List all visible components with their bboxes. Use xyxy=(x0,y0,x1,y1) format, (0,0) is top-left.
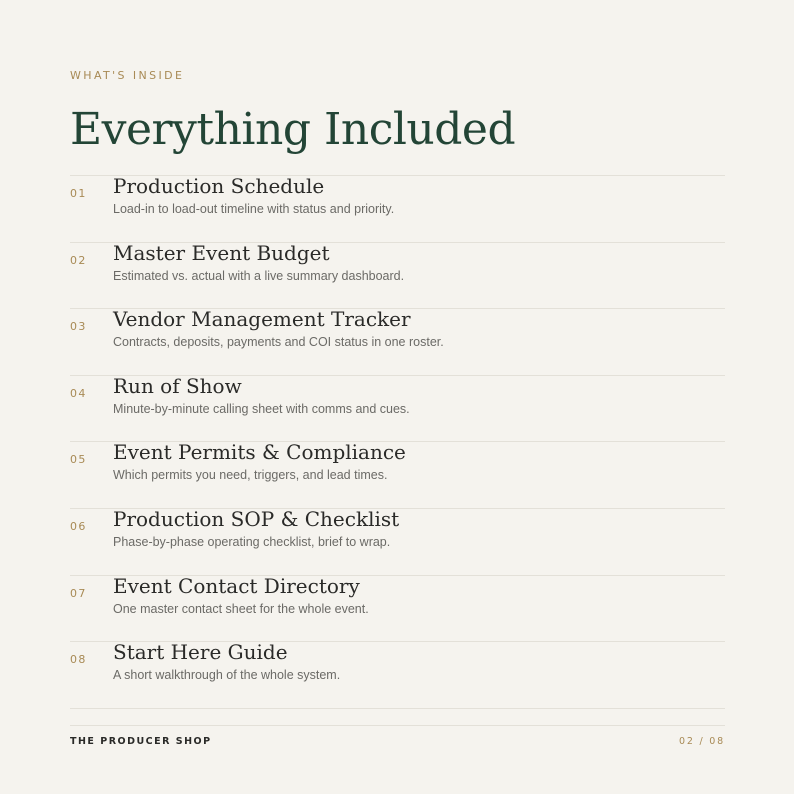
page-title: Everything Included xyxy=(70,104,516,155)
item-description: A short walkthrough of the whole system. xyxy=(113,668,341,683)
list-item xyxy=(70,575,725,642)
item-title: Event Contact Directory xyxy=(113,573,360,598)
page-number: 02 / 08 xyxy=(678,736,725,747)
item-description: Load-in to load-out timeline with status and priority. xyxy=(113,202,395,216)
item-number: 04 xyxy=(70,386,87,400)
item-description: Contracts, deposits, payments and COI status in one roster. xyxy=(113,335,444,350)
list-item xyxy=(70,308,725,375)
list-item xyxy=(70,242,725,309)
item-description: Phase-by-phase operating checklist, brief to wrap. xyxy=(113,534,391,549)
contents-list xyxy=(70,175,725,708)
footer-brand: THE PRODUCER SHOP xyxy=(70,736,212,747)
item-number: 08 xyxy=(70,653,87,667)
item-number: 06 xyxy=(70,519,87,533)
item-description: Minute-by-minute calling sheet with comms and cues. xyxy=(113,401,410,416)
item-number: 01 xyxy=(70,187,87,200)
footer-divider xyxy=(70,725,725,726)
list-end-divider xyxy=(70,708,725,709)
page xyxy=(70,0,725,794)
item-description: Which permits you need, triggers, and lead times. xyxy=(113,468,388,483)
section-eyebrow: WHAT'S INSIDE xyxy=(70,69,185,82)
list-item xyxy=(70,641,725,708)
item-title: Start Here Guide xyxy=(113,640,288,665)
item-number: 02 xyxy=(70,253,87,267)
item-title: Vendor Management Tracker xyxy=(113,307,411,332)
item-title: Event Permits & Compliance xyxy=(113,440,406,465)
list-item xyxy=(70,175,725,242)
item-description: Estimated vs. actual with a live summary dashboard. xyxy=(113,268,405,283)
item-number: 03 xyxy=(70,320,87,334)
item-number: 07 xyxy=(70,586,87,600)
item-title: Production Schedule xyxy=(113,174,325,198)
item-description: One master contact sheet for the whole event. xyxy=(113,601,369,616)
item-title: Master Event Budget xyxy=(113,240,330,265)
list-item xyxy=(70,375,725,442)
item-title: Production SOP & Checklist xyxy=(113,506,400,531)
item-title: Run of Show xyxy=(113,373,242,398)
item-number: 05 xyxy=(70,453,87,467)
list-item xyxy=(70,508,725,575)
list-item xyxy=(70,441,725,508)
